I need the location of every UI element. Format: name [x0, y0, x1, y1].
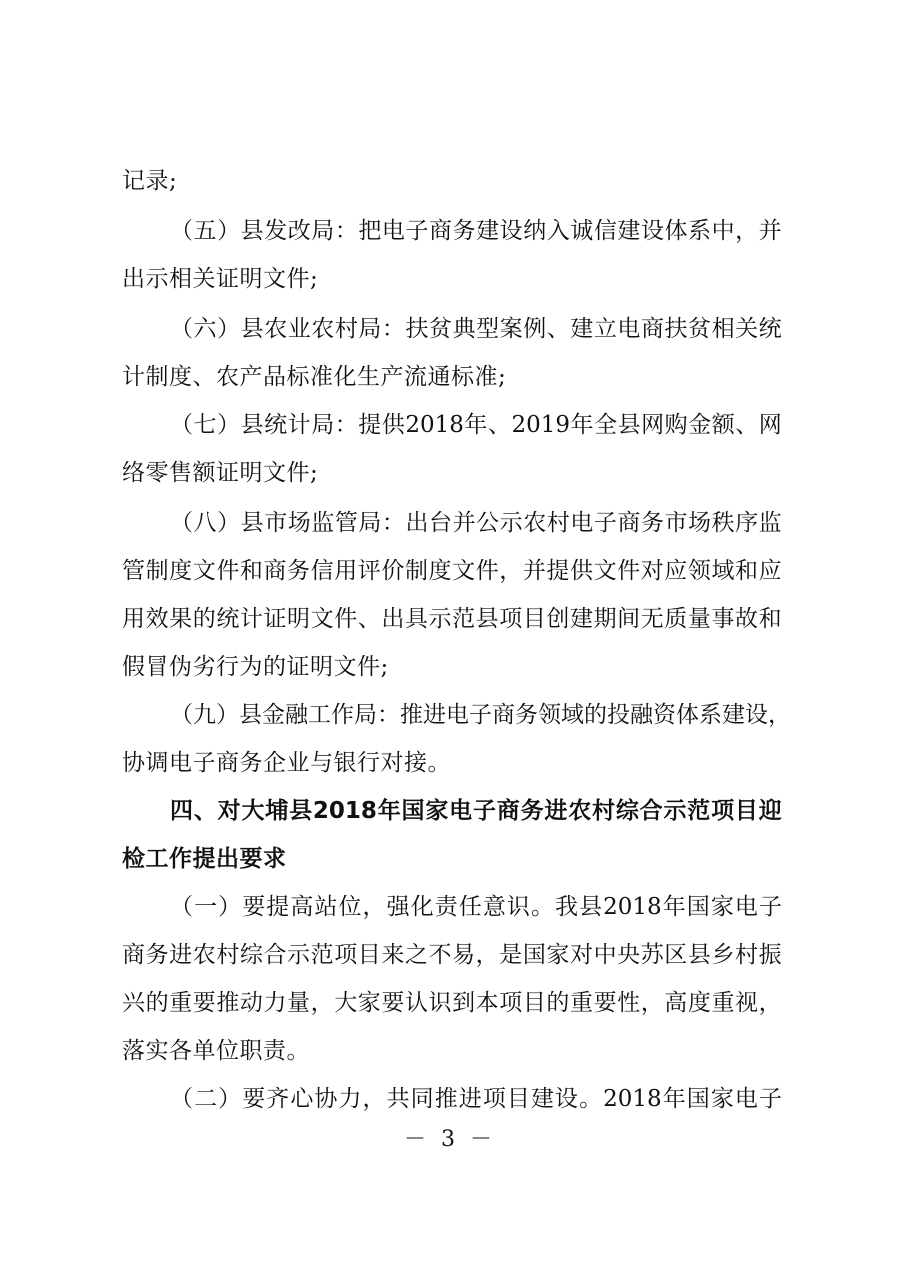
section-heading-line: 四 、 对 大 埔 县 2018 年 国 家 电 子 商 务 进 农 村 综 合 示 范 项 目 迎: [170, 798, 782, 824]
paragraph-line: （ 六 ） 县 农 业 农 村 局 ： 扶 贫 典 型 案 例 、 建 立 电 商 扶 贫 相 关 统: [170, 316, 782, 342]
paragraph-line: 计制度、农产品标准化生产流通标准;: [122, 364, 507, 390]
paragraph-line: 商 务 进 农 村 综 合 示 范 项 目 来 之 不 易 ， 是 国 家 对 中 央 苏 区 县 乡 村 振: [122, 942, 782, 968]
paragraph-line: （ 一 ） 要 提 高 站 位 ， 强 化 责 任 意 识 。 我 县 2018 年 国 家 电 子: [170, 894, 782, 920]
paragraph-line: 用 效 果 的 统 计 证 明 文 件 、 出 具 示 范 县 项 目 创 建 期 间 无 质 量 事 故 和: [122, 606, 782, 632]
paragraph-line: 协调电子商务企业与银行对接。: [122, 750, 451, 776]
section-heading-line: 检工作提出要求: [122, 846, 287, 872]
paragraph-line: 兴 的 重 要 推 动 力 量 ， 大 家 要 认 识 到 本 项 目 的 重 要 性 ， 高 度 重 视 ，: [122, 990, 782, 1016]
paragraph-line: 落实各单位职责。: [122, 1038, 310, 1064]
paragraph-line: （ 二 ） 要 齐 心 协 力 ， 共 同 推 进 项 目 建 设 。 2018 年 国 家 电 子: [170, 1086, 782, 1112]
paragraph-line: 出示相关证明文件;: [122, 266, 319, 292]
paragraph-line: 络零售额证明文件;: [122, 460, 319, 486]
paragraph-line: （ 七 ） 县 统 计 局 ： 提 供 2018 年 、 2019 年 全 县 网 购 金 额 、 网: [170, 412, 782, 438]
paragraph-line: （ 八 ） 县 市 场 监 管 局 ： 出 台 并 公 示 农 村 电 子 商 务 市 场 秩 序 监: [170, 510, 782, 536]
paragraph-line: 假冒伪劣行为的证明文件;: [122, 654, 389, 680]
paragraph-line: （ 五 ） 县 发 改 局 ： 把 电 子 商 务 建 设 纳 入 诚 信 建 设 体 系 中 ， 并: [170, 218, 782, 244]
page-number: － 3 －: [404, 1127, 496, 1152]
paragraph-line: 记录;: [122, 168, 178, 194]
paragraph-line: 管 制 度 文 件 和 商 务 信 用 评 价 制 度 文 件 ， 并 提 供 文 件 对 应 领 域 和 应: [122, 558, 782, 584]
paragraph-line: （ 九 ） 县 金 融 工 作 局 ： 推 进 电 子 商 务 领 域 的 投 融 资 体 系 建 设 ，: [170, 702, 791, 728]
